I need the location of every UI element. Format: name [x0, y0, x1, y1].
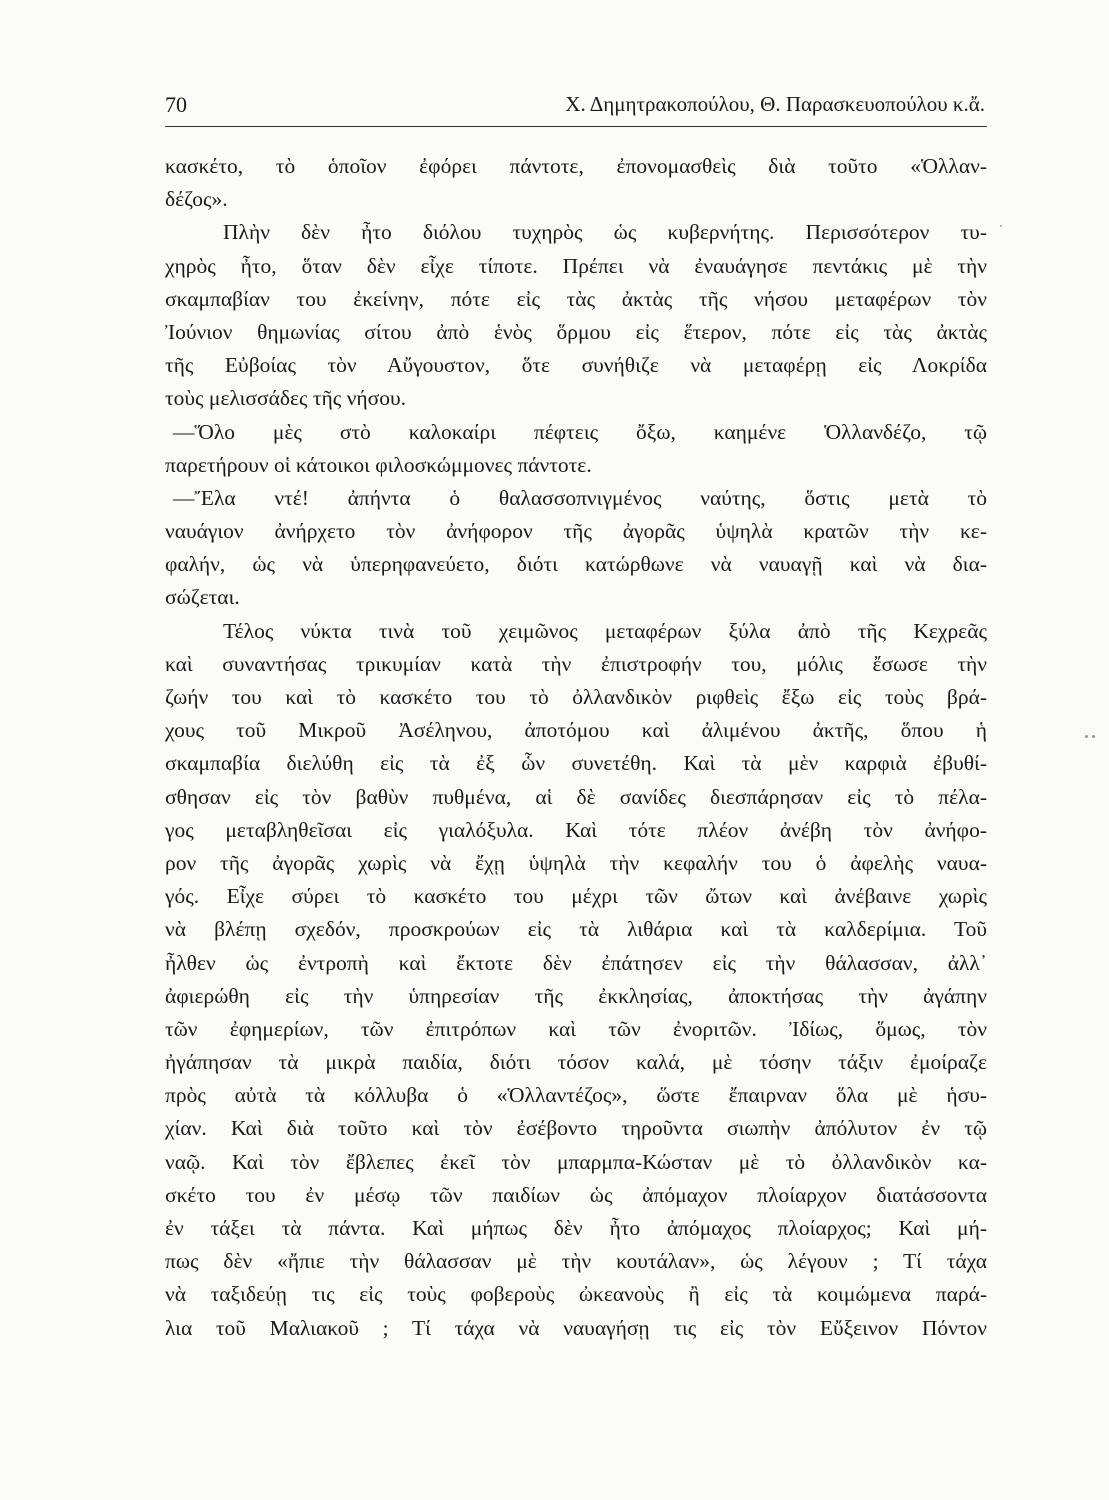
page-header: [165, 92, 987, 127]
text-line: χίαν. Καὶ διὰ τοῦτο καὶ τὸν ἐσέβοντο τηροῦντα σιωπὴν ἀπόλυτον ἐν τῷ: [165, 1116, 987, 1141]
text-line: σώζεται.: [165, 585, 240, 610]
scan-speck: [1092, 735, 1095, 738]
text-line: νὰ ταξιδεύῃ τις εἰς τοὺς φοβεροὺς ὠκεανοὺς ἢ εἰς τὰ κοιμώμενα παρά-: [165, 1282, 987, 1307]
text-line: ρον τῆς ἀγορᾶς χωρὶς νὰ ἔχῃ ὑψηλὰ τὴν κεφαλήν του ὁ ἀφελὴς ναυα-: [165, 850, 987, 875]
text-line: σκαμπαβίαν του ἐκείνην, πότε εἰς τὰς ἀκτὰς τῆς νήσου μεταφέρων τὸν: [165, 286, 987, 311]
text-line: τῶν ἐφημερίων, τῶν ἐπιτρόπων καὶ τῶν ἐνοριτῶν. Ἰδίως, ὅμως, τὸν: [165, 1016, 987, 1041]
text-line: Ἰούνιον θημωνίας σίτου ἀπὸ ἑνὸς ὅρμου εἰς ἕτερον, πότε εἰς τὰς ἀκτὰς: [165, 319, 987, 344]
text-line: ἦλθεν ὡς ἐντροπὴ καὶ ἔκτοτε δὲν ἐπάτησεν εἰς τὴν θάλασσαν, ἀλλ᾽: [165, 950, 987, 975]
text-line: τοὺς μελισσάδες τῆς νήσου.: [165, 386, 407, 411]
scan-speck: [1085, 735, 1088, 738]
text-line: σκαμπαβία διελύθη εἰς τὰ ἐξ ὧν συνετέθη. Καὶ τὰ μὲν καρφιὰ ἐβυθί-: [165, 751, 987, 776]
body-text: [165, 150, 987, 1345]
text-line: σκέτο του ἐν μέσῳ τῶν παιδίων ὡς ἀπόμαχον πλοίαρχον διατάσσοντα: [165, 1182, 987, 1207]
text-line: παρετήρουν οἱ κάτοικοι φιλοσκώμμονες πάντοτε.: [165, 452, 592, 477]
text-line: λια τοῦ Μαλιακοῦ ; Τί τάχα νὰ ναυαγήσῃ τις εἰς τὸν Εὔξεινον Πόντον: [165, 1315, 987, 1340]
text-line: —Ἔλα ντέ! ἀπήντα ὁ θαλασσοπνιγμένος ναύτης, ὅστις μετὰ τὸ: [173, 485, 987, 510]
text-line: γος μεταβληθεῖσαι εἰς γιαλόξυλα. Καὶ τότε πλέον ἀνέβη τὸν ἀνήφο-: [165, 817, 987, 842]
text-line: νὰ βλέπῃ σχεδόν, προσκρούων εἰς τὰ λιθάρια καὶ τὰ καλδερίμια. Τοῦ: [165, 917, 987, 942]
text-line: Τέλος νύκτα τινὰ τοῦ χειμῶνος μεταφέρων ξύλα ἀπὸ τῆς Κεχρεᾶς: [223, 618, 987, 643]
text-line: γός. Εἶχε σύρει τὸ κασκέτο του μέχρι τῶν ὤτων καὶ ἀνέβαινε χωρὶς: [165, 884, 987, 909]
text-line: ζωήν του καὶ τὸ κασκέτο του τὸ ὀλλανδικὸν ριφθεὶς ἔξω εἰς τοὺς βρά-: [165, 685, 987, 709]
running-head: Χ. Δημητρακοπούλου, Θ. Παρασκευοπούλου κ.ἄ.: [565, 92, 985, 116]
text-line: ἠγάπησαν τὰ μικρὰ παιδία, διότι τόσον καλά, μὲ τόσην τάξιν ἐμοίραζε: [165, 1050, 987, 1075]
text-line: καὶ συναντήσας τρικυμίαν κατὰ τὴν ἐπιστροφήν του, μόλις ἔσωσε τὴν: [165, 651, 987, 676]
text-line: ναυάγιον ἀνήρχετο τὸν ἀνήφορον τῆς ἀγορᾶς ὑψηλὰ κρατῶν τὴν κε-: [165, 519, 987, 544]
text-line: φαλήν, ὡς νὰ ὑπερηφανεύετο, διότι κατώρθωνε νὰ ναυαγῇ καὶ νὰ δια-: [165, 552, 987, 577]
text-line: κασκέτο, τὸ ὁποῖον ἐφόρει πάντοτε, ἐπονομασθεὶς διὰ τοῦτο «Ὁλλαν-: [165, 154, 987, 178]
text-line: τῆς Εὐβοίας τὸν Αὔγουστον, ὅτε συνήθιζε νὰ μεταφέρῃ εἰς Λοκρίδα: [165, 353, 987, 378]
page-number: 70: [165, 92, 187, 117]
text-line: δέζος».: [165, 187, 228, 212]
text-line: χους τοῦ Μικροῦ Ἀσέληνου, ἀποτόμου καὶ ἀλιμένου ἀκτῆς, ὅπου ἡ: [165, 718, 987, 743]
text-line: ναῷ. Καὶ τὸν ἔβλεπες ἐκεῖ τὸν μπαρμπα-Κώσταν μὲ τὸ ὀλλανδικὸν κα-: [165, 1149, 987, 1174]
text-line: σθησαν εἰς τὸν βαθὺν πυθμένα, αἱ δὲ σανίδες διεσπάρησαν εἰς τὸ πέλα-: [165, 784, 987, 809]
text-line: Πλὴν δὲν ἦτο διόλου τυχηρὸς ὡς κυβερνήτης. Περισσότερον τυ-: [223, 220, 987, 245]
text-line: —Ὅλο μὲς στὸ καλοκαίρι πέφτεις ὄξω, καημένε Ὁλλανδέζο, τῷ: [173, 419, 987, 444]
text-line: χηρὸς ἦτο, ὅταν δὲν εἶχε τίποτε. Πρέπει νὰ ἐναυάγησε πεντάκις μὲ τὴν: [165, 253, 987, 278]
text-line: πως δὲν «ἤπιε τὴν θάλασσαν μὲ τὴν κουτάλαν», ὡς λέγουν ; Τί τάχα: [165, 1249, 987, 1274]
text-line: ἐν τάξει τὰ πάντα. Καὶ μήπως δὲν ἦτο ἀπόμαχος πλοίαρχος; Καὶ μή-: [165, 1216, 987, 1240]
text-line: πρὸς αὐτὰ τὰ κόλλυβα ὁ «Ὁλλαντέζος», ὥστε ἔπαιρναν ὅλα μὲ ἡσυ-: [165, 1083, 987, 1108]
scan-speck: [1000, 225, 1002, 227]
text-line: ἀφιερώθη εἰς τὴν ὑπηρεσίαν τῆς ἐκκλησίας, ἀποκτήσας τὴν ἀγάπην: [165, 983, 987, 1008]
